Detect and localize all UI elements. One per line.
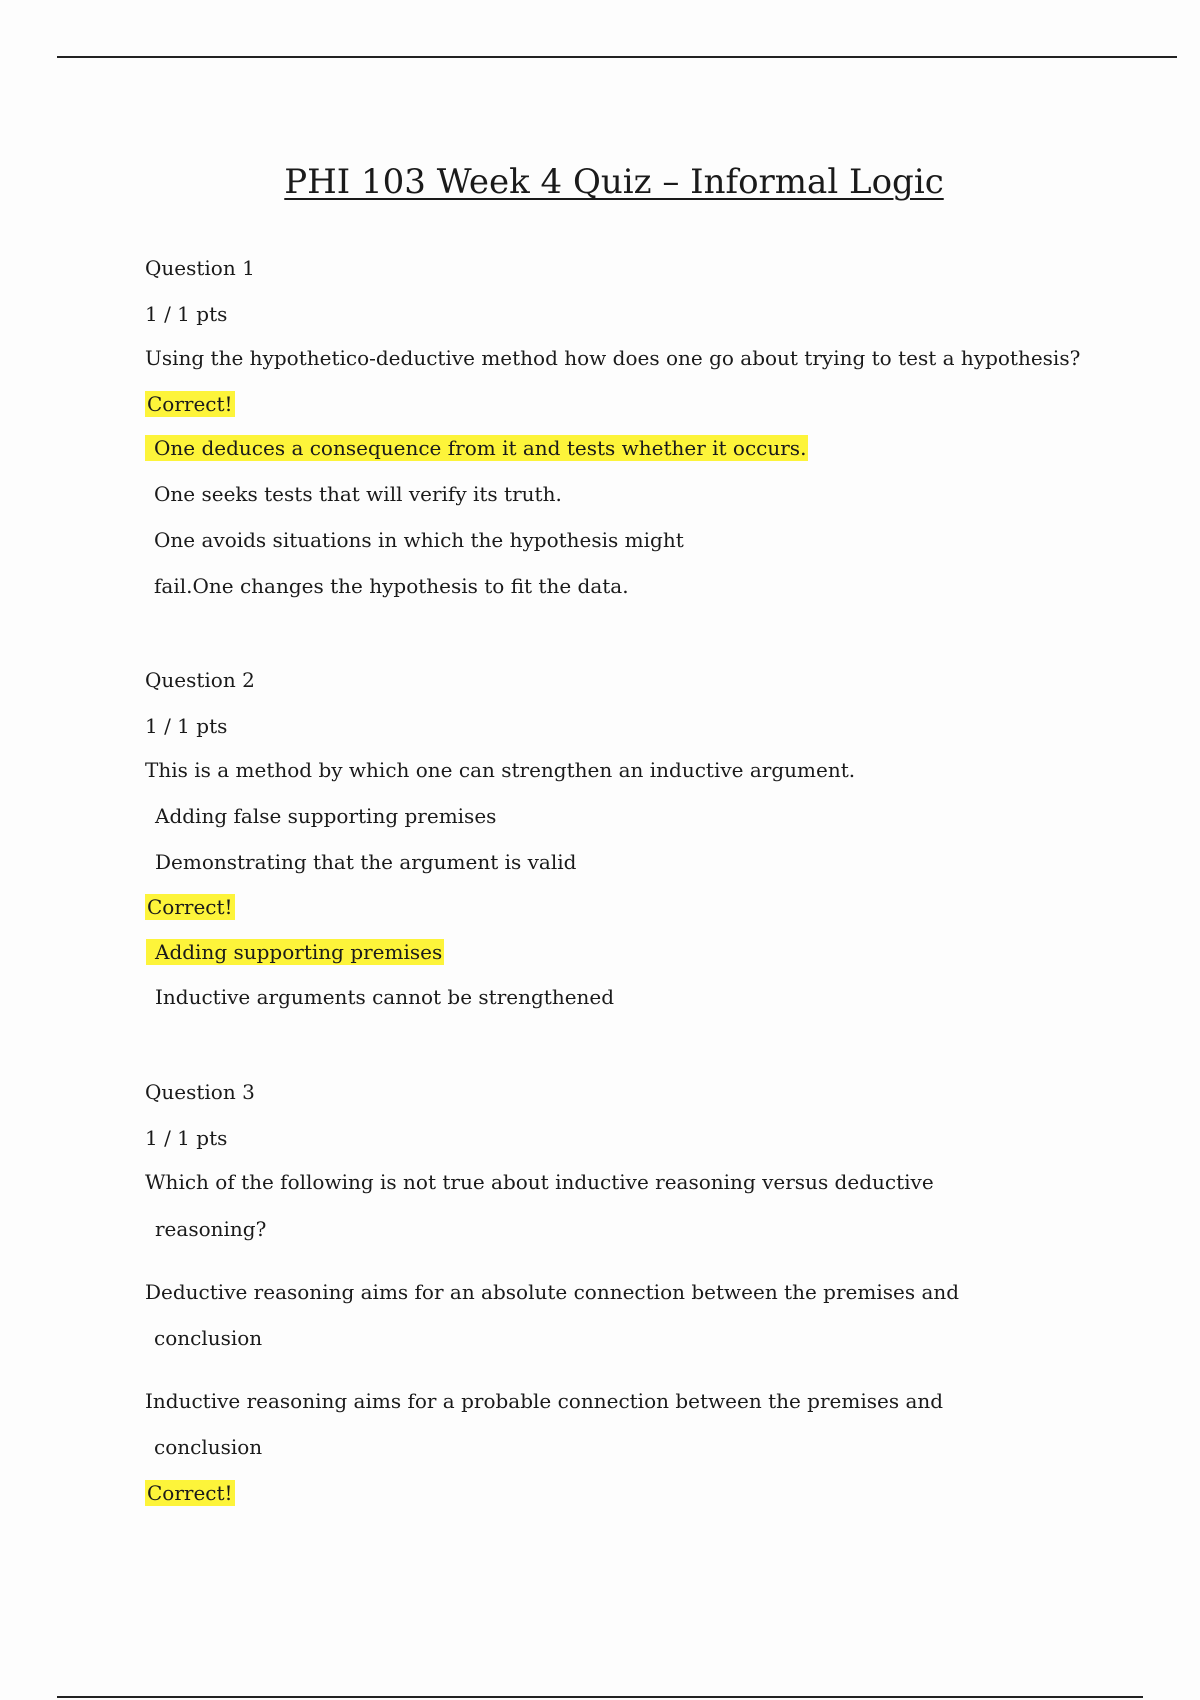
bottom-rule [57,1696,1143,1698]
question-2-prompt: This is a method by which one can strengthen an inductive argument. [145,758,856,782]
question-2-correct-marker [145,893,235,921]
top-rule [57,56,1177,58]
question-2-points: 1 / 1 pts [145,714,228,738]
correct-answer-text: Adding supporting premises [146,939,444,965]
correct-label: Correct! [147,895,233,919]
question-3-correct-marker [145,1479,235,1507]
page-title [0,160,1200,204]
correct-answer-text: One deduces a consequence from it and tests whether it occurs. [145,435,808,461]
question-3-answer-2-line-2: conclusion [154,1435,263,1459]
question-2-label: Question 2 [145,668,255,692]
question-1-label: Question 1 [145,256,255,280]
question-1-answer-3: One avoids situations in which the hypothesis might [154,528,684,552]
question-3-points: 1 / 1 pts [145,1126,228,1150]
question-3-answer-1-line-2: conclusion [154,1326,263,1350]
question-1-correct-marker [145,390,235,418]
question-2-answer-2: Demonstrating that the argument is valid [155,850,577,874]
question-2-answer-3 [155,938,444,966]
question-2-answer-1: Adding false supporting premises [155,804,497,828]
question-3-prompt-line-1: Which of the following is not true about inductive reasoning versus deductive [145,1170,934,1194]
question-2-answer-4: Inductive arguments cannot be strengthened [155,985,615,1009]
question-1-answer-4: fail.One changes the hypothesis to fit the data. [154,574,629,598]
question-3-prompt-line-2: reasoning? [155,1217,267,1241]
page-title-text: PHI 103 Week 4 Quiz – Informal Logic [284,162,944,202]
question-3-label: Question 3 [145,1080,255,1104]
question-1-answer-1 [154,434,808,462]
question-1-prompt: Using the hypothetico-deductive method how does one go about trying to test a hypothesis? [145,346,1081,370]
question-3-answer-1-line-1: Deductive reasoning aims for an absolute connection between the premises and [145,1280,960,1304]
question-3-answer-2-line-1: Inductive reasoning aims for a probable connection between the premises and [145,1389,944,1413]
question-1-points: 1 / 1 pts [145,302,228,326]
correct-label: Correct! [147,1481,233,1505]
correct-label: Correct! [147,392,233,416]
question-1-answer-2: One seeks tests that will verify its truth. [154,482,562,506]
